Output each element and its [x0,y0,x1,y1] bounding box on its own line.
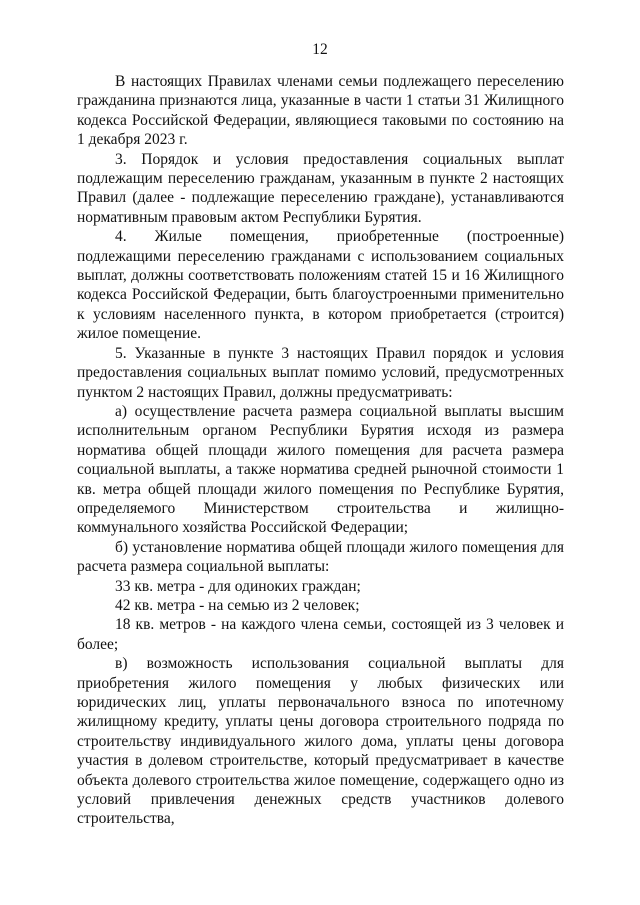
paragraph-5b-norm: б) установление норматива общей площади жилого помещения для расчета размера социальной выплаты: [77,538,564,576]
norm-line-two-persons: 42 кв. метра - на семью из 2 человек; [115,596,360,614]
document-body [77,72,564,829]
paragraph-3-procedure: 3. Порядок и условия предоставления социальных выплат подлежащим переселению гражданам, указанным в пункте 2 настоящих Правил (далее - подлежащие переселению граждане), устанавливаются нормативным правовым актом Республики Бурятия. [77,150,564,226]
page-number: 12 [312,41,328,58]
paragraph-5a-calculation: а) осуществление расчета размера социальной выплаты высшим исполнительным органом Республики Бурятия исходя из размера норматива общей площади жилого помещения для расчета размера социальной выплаты, а также норматива средней рыночной стоимости 1 кв. метра общей площади жилого помещения по Республике Бурятия, определяемого Министерством строительства и жилищно-коммунального хозяйства Российской Федерации; [77,402,564,537]
norm-line-single: 33 кв. метра - для одиноких граждан; [115,577,361,595]
norm-line-three-plus: 18 кв. метров - на каждого члена семьи, состоящей из 3 человек и более; [77,616,564,653]
paragraph-5-conditions: 5. Указанные в пункте 3 настоящих Правил порядок и условия предоставления социальных выплат помимо условий, предусмотренных пунктом 2 настоящих Правил, должны предусматривать: [77,344,564,401]
paragraph-4-housing: 4. Жилые помещения, приобретенные (построенные) подлежащими переселению гражданами с использованием социальных выплат, должны соответствовать положениям статей 15 и 16 Жилищного кодекса Российской Федерации, быть благоустроенными применительно к условиям населенного пункта, в котором приобретается (строится) жилое помещение. [77,228,564,343]
paragraph-family-members: В настоящих Правилах членами семьи подлежащего переселению гражданина признаются лица, указанные в части 1 статьи 31 Жилищного кодекса Российской Федерации, являющиеся таковыми по состоянию на 1 декабря 2023 г. [77,73,564,149]
paragraph-5v-usage: в) возможность использования социальной выплаты для приобретения жилого помещения у любых физических или юридических лиц, уплаты первоначального взноса по ипотечному жилищному кредиту, уплаты цены договора строительного подряда по строительству индивидуального жилого дома, уплаты цены договора участия в долевом строительстве, который предусматривает в качестве объекта долевого строительства жилое помещение, содержащего одно из условий привлечения денежных средств участников долевого строительства, [77,655,564,828]
